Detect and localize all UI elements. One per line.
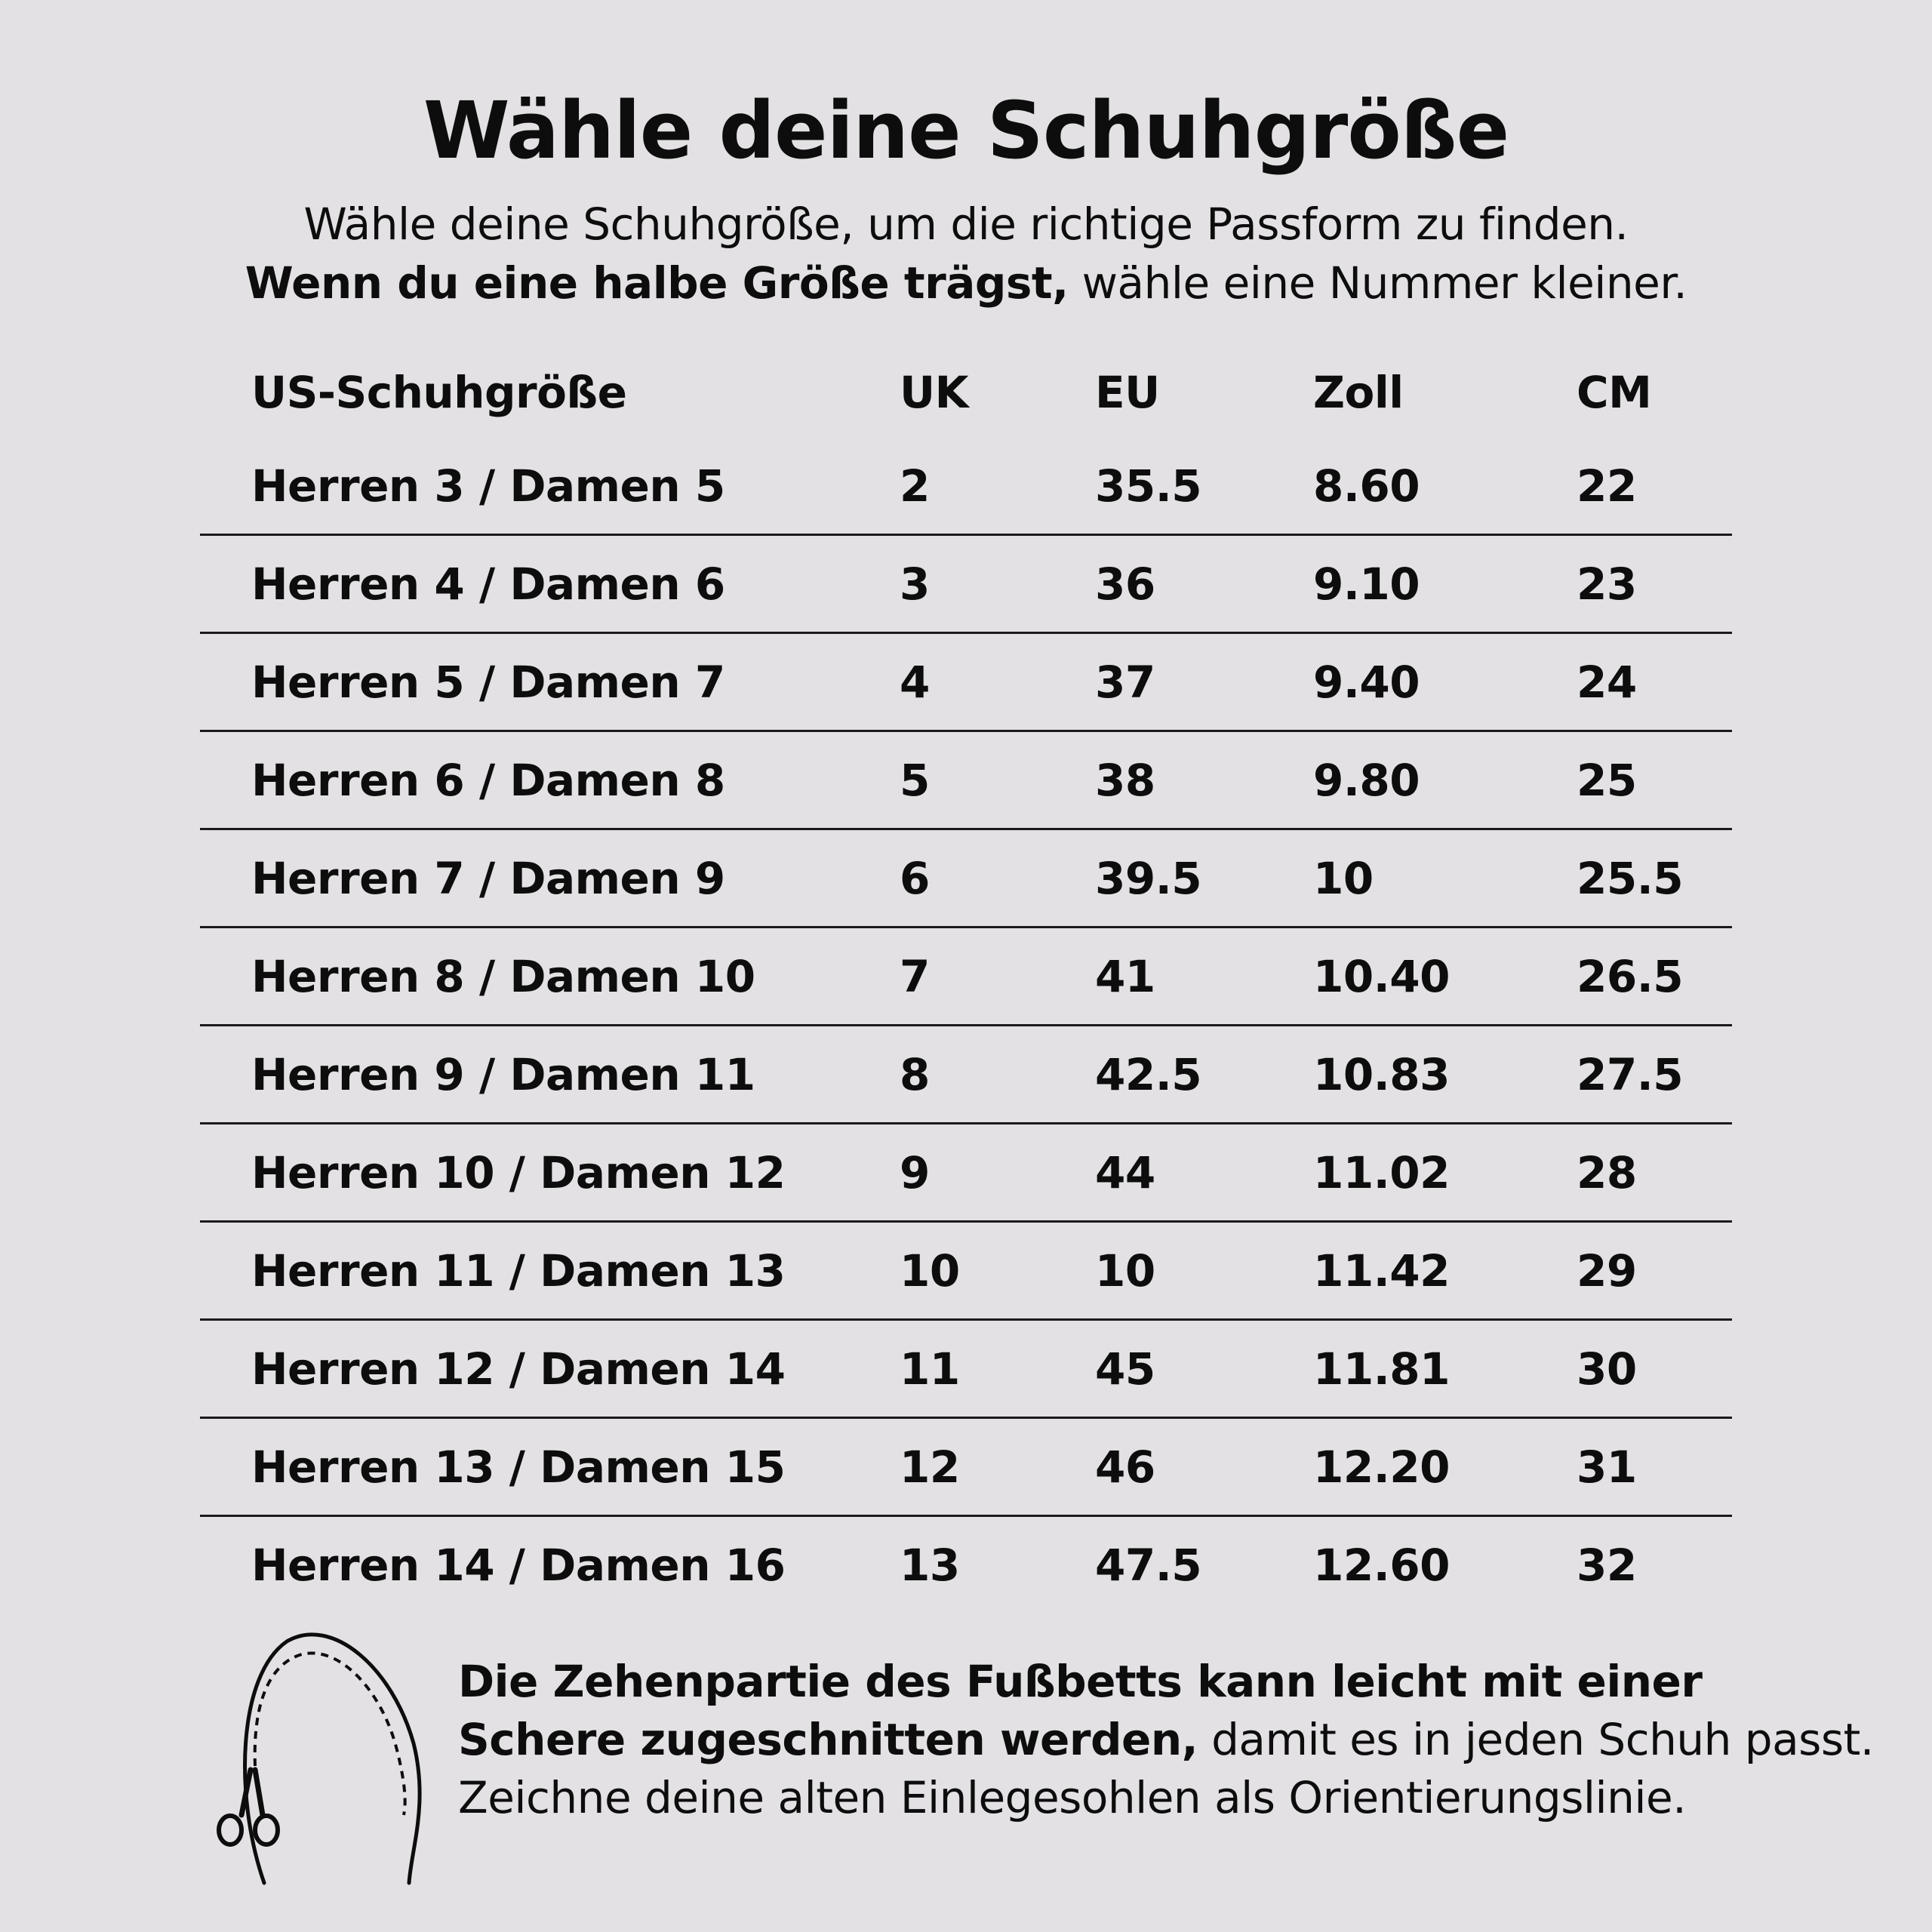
table-row	[200, 438, 1732, 536]
cell-uk: 3	[900, 558, 930, 610]
cell-cm: 31	[1577, 1441, 1637, 1493]
cell-inch: 11.42	[1313, 1244, 1450, 1297]
cell-uk: 4	[900, 656, 930, 708]
cell-eu: 44	[1095, 1146, 1155, 1198]
cell-eu: 35.5	[1095, 460, 1202, 512]
cell-eu: 37	[1095, 656, 1155, 708]
cell-inch: 9.10	[1313, 558, 1420, 610]
cell-inch: 12.20	[1313, 1441, 1450, 1493]
cell-cm: 32	[1577, 1539, 1637, 1591]
subtitle-rest: wähle eine Nummer kleiner.	[1068, 257, 1687, 309]
cell-inch: 10.40	[1313, 950, 1450, 1002]
trim-note	[458, 1653, 1877, 1827]
cell-eu: 42.5	[1095, 1048, 1202, 1100]
cell-inch: 12.60	[1313, 1539, 1450, 1591]
subtitle-line-1: Wähle deine Schuhgröße, um die richtige Passform zu finden.	[303, 198, 1629, 250]
cell-uk: 11	[900, 1343, 960, 1395]
table-row	[200, 1124, 1732, 1223]
table-row	[200, 536, 1732, 634]
table-row	[200, 1223, 1732, 1321]
cell-cm: 29	[1577, 1244, 1637, 1297]
cell-us-size: Herren 13 / Damen 15	[251, 1441, 786, 1493]
cell-eu: 41	[1095, 950, 1155, 1002]
cell-cm: 28	[1577, 1146, 1637, 1198]
cell-us-size: Herren 6 / Damen 8	[251, 754, 725, 806]
cell-us-size: Herren 4 / Damen 6	[251, 558, 725, 610]
insole-outline-icon	[204, 1623, 438, 1894]
cell-uk: 12	[900, 1441, 960, 1493]
cell-us-size: Herren 7 / Damen 9	[251, 852, 725, 904]
trim-note-emphasis: Die Zehenpartie des Fußbetts kann leicht mit einer Schere zugeschnitten werden,	[458, 1656, 1703, 1765]
header-inch: Zoll	[1313, 367, 1404, 418]
table-row	[200, 928, 1732, 1026]
cell-us-size: Herren 12 / Damen 14	[251, 1343, 786, 1395]
cell-inch: 11.81	[1313, 1343, 1450, 1395]
table-row	[200, 1517, 1732, 1613]
cell-us-size: Herren 10 / Damen 12	[251, 1146, 786, 1198]
page-title: Wähle deine Schuhgröße	[423, 85, 1509, 177]
header-cm: CM	[1577, 367, 1652, 418]
cell-eu: 47.5	[1095, 1539, 1202, 1591]
cell-eu: 10	[1095, 1244, 1155, 1297]
table-body	[200, 438, 1732, 1613]
cell-uk: 9	[900, 1146, 930, 1198]
cell-cm: 24	[1577, 656, 1637, 708]
cell-us-size: Herren 14 / Damen 16	[251, 1539, 786, 1591]
cell-cm: 22	[1577, 460, 1637, 512]
cell-us-size: Herren 9 / Damen 11	[251, 1048, 755, 1100]
cell-us-size: Herren 8 / Damen 10	[251, 950, 755, 1002]
subtitle-emphasis: Wenn du eine halbe Größe trägst,	[245, 257, 1069, 309]
cell-cm: 26.5	[1577, 950, 1684, 1002]
cell-eu: 45	[1095, 1343, 1155, 1395]
cell-inch: 10.83	[1313, 1048, 1450, 1100]
table-row	[200, 1026, 1732, 1124]
cell-uk: 8	[900, 1048, 930, 1100]
cell-eu: 39.5	[1095, 852, 1202, 904]
table-row	[200, 634, 1732, 732]
cell-us-size: Herren 11 / Damen 13	[251, 1244, 786, 1297]
cell-inch: 8.60	[1313, 460, 1420, 512]
table-row	[200, 830, 1732, 928]
header-eu: EU	[1095, 367, 1160, 418]
cell-inch: 11.02	[1313, 1146, 1450, 1198]
table-row	[200, 1419, 1732, 1517]
cell-inch: 9.80	[1313, 754, 1420, 806]
trim-note-rest: damit es in jeden Schuh passt. Zeichne deine alten Einlegesohlen als Orientierungslinie.	[458, 1714, 1874, 1823]
subtitle-line-2	[0, 254, 1932, 312]
cell-uk: 10	[900, 1244, 960, 1297]
cell-cm: 25.5	[1577, 852, 1684, 904]
header-us-size: US-Schuhgröße	[251, 367, 627, 418]
cell-uk: 6	[900, 852, 930, 904]
table-row	[200, 732, 1732, 830]
cell-eu: 36	[1095, 558, 1155, 610]
table-row	[200, 1321, 1732, 1419]
cell-uk: 7	[900, 950, 930, 1002]
cell-inch: 10	[1313, 852, 1374, 904]
cell-uk: 5	[900, 754, 930, 806]
cell-uk: 13	[900, 1539, 960, 1591]
cell-eu: 38	[1095, 754, 1155, 806]
cell-cm: 23	[1577, 558, 1637, 610]
cell-cm: 27.5	[1577, 1048, 1684, 1100]
cell-us-size: Herren 5 / Damen 7	[251, 656, 725, 708]
header-uk: UK	[900, 367, 969, 418]
cell-cm: 30	[1577, 1343, 1637, 1395]
cell-us-size: Herren 3 / Damen 5	[251, 460, 725, 512]
cell-uk: 2	[900, 460, 930, 512]
table-header	[200, 347, 1732, 438]
cell-eu: 46	[1095, 1441, 1155, 1493]
cell-cm: 25	[1577, 754, 1637, 806]
size-table	[200, 347, 1732, 1613]
cell-inch: 9.40	[1313, 656, 1420, 708]
